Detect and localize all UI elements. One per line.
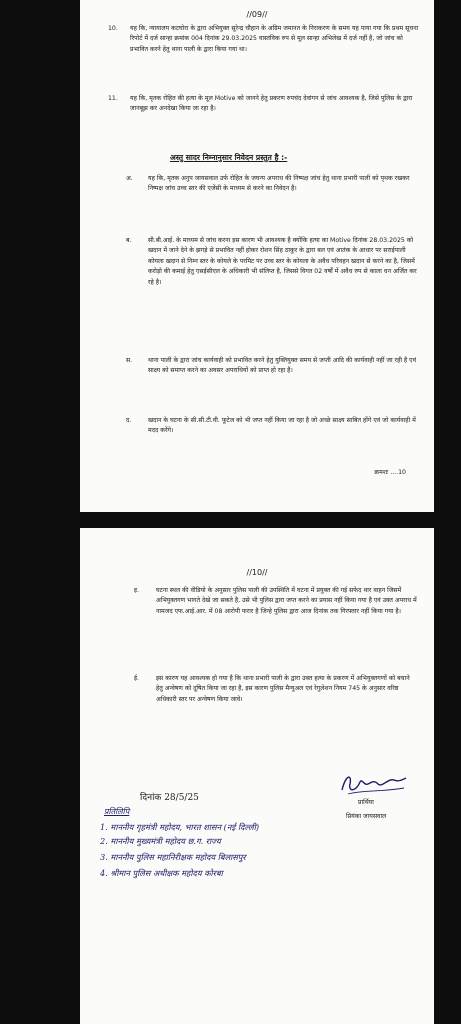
copy-item [100,868,420,879]
paragraph-text: यह कि, मृतक रोहित की हत्या के मूल Motive को जानने हेतु प्रकरण रुपचंद देवांगन से जांच आवश्यक है, जिसे पुलिस के द्वारा जानबूझ कर अनदेखा किया जा रहा है। [130,95,413,113]
request-e [134,586,418,617]
date-line: दिनांक 28/5/25 [140,793,199,803]
document-page-9 [80,0,434,512]
request-text: थाना पाली के द्वारा जांच कार्यवाही को प्रभावित करने हेतु युक्तियुक्त समय से जप्ती आदि की कार्यवाही नहीं जा रही है एवं साक्ष्य को समाप्त करने का अवसर अपराधियों को प्राप्त हो रहा है। [148,357,417,375]
signer-role: प्रार्थिया [358,799,374,806]
request-text: सी.बी.आई. के माध्यम से जांच करना इस कारण भी आवश्यक है क्योंकि हत्या का Motive दिनांक 28.03.2025 को खदान में जाने देने के झगड़े से प्रभावित नहीं होकर रोशन सिंह ठाकुर के द्वारा बल एवं आतंक के आधार पर सराईपाली कोयला खदान से निम्न स्तर के कोयले के परमिट पर उच्च स्तर के कोयला के अवैध परिवहन खदान से करने का है, जिसमें करोड़ो की कमाई हेतु एसईसीएल के अधिकारी भी संलिप्त है, जिससे विगत 02 वर्षों में अवैध रुप से काला धन अर्जित कर रहे है। [148,237,417,286]
copy-marker: 4. [100,868,108,878]
signer-name: प्रियंका जायसवाल [346,813,387,820]
request-text: यह कि, मृतक अनुप जायसवाल उर्फ रोहित के जघन्य अपराध की निष्पक्ष जांच हेतु थाना प्रभारी पाली को पृथक रखकर निष्पक्ष जांच उच्च स्तर की एजेंसी के माध्यम से करने का निवेदन है। [148,175,410,193]
request-marker: ई. [134,675,140,682]
paragraph-11 [108,94,420,115]
request-text: खदान के घटना के सी.सी.टी.वी. फूटेज को भी जप्त नहीं किया जा रहा है जो अच्छे साक्ष्य साबित होंगे एवं जो कार्यवाही में मदद करेंगे। [148,417,416,435]
copy-text: श्रीमान पुलिस अधीक्षक महोदय कोरबा [110,868,223,878]
copy-marker: 1. [100,822,108,832]
request-text: इस कारण यह आवश्यक हो गया है कि थाना प्रभारी पाली के द्वारा उक्त हत्या के प्रकरण में अभियुक्तगणों को बचाने हेतु अन्वेषण को दूषित किया जा रहा है, इस कारण पुलिस मैन्युअल एवं रेगुलेशन नियम 745 के अनुसार वरिष्ठ अधिकारी स्तर पर अन्वेषण किया जावे। [156,675,410,703]
request-text: घटना स्थल की वीडियो के अनुसार पुलिस पाली की उपस्थिति में घटना में प्रयुक्त की गई सफेद थार वाहन जिसमें अभियुक्तगण भागते देखे जा सकते है, उसे भी पुलिस द्वारा जप्त करने का प्रयास नहीं किया गया है एवं उक्त अपराध में नामजद एफ.आई.आर. में 08 आरोपी फरार है जिन्हे पुलिस द्वारा आज दिनांक तक गिरफ्तार नहीं किया गया है। [156,587,417,615]
document-page-10 [80,528,434,1024]
paragraph-10 [108,24,420,55]
continued-note: क्रमशः ....10 [374,469,406,476]
request-c [126,356,420,377]
request-a [126,174,420,195]
copy-marker: 3. [100,852,108,862]
copy-marker: 2. [100,836,108,846]
copy-to-heading: प्रतिलिपि [104,807,130,816]
request-d [126,416,420,437]
copy-item [100,852,420,863]
paragraph-text: यह कि, न्यायालय कटघोरा के द्वारा अभियुक्त सुरेन्द्र चौहान के अग्रिम जमानत के निराकरण के समय यह पाया गया कि प्रथम सूचना रिपोर्ट में दर्ज सान्हा क्रमांक 004 दिनांक 29.03.2025 वास्तविक रुप से मूल सान्हा अभिलेख में दर्ज नहीं है, जो जांच को प्रभावित करने हेतु थाना पाली के द्वारा किया गया था। [130,25,419,53]
copy-text: माननीय मुख्यमंत्री महोदय छ.ग. राज्य [110,836,221,846]
copy-item [100,822,420,833]
paragraph-marker: 11. [108,95,118,102]
request-marker: अ. [126,175,133,182]
copy-item [100,836,420,847]
page-number: //10// [246,568,268,577]
request-b [126,236,420,288]
page-number: //09// [246,10,268,19]
copy-text: माननीय गृहमंत्री महोदय, भारत शासन (नई दिल्ली) [110,822,260,832]
signature-icon [338,770,408,800]
request-f [134,674,418,705]
request-marker: ब. [126,237,132,244]
paragraph-marker: 10. [108,25,118,32]
request-marker: इ. [134,587,140,594]
copy-text: माननीय पुलिस महानिरीक्षक महोदय बिलासपुर [110,852,246,862]
request-marker: द. [126,417,132,424]
request-marker: स. [126,357,133,364]
request-heading: अस्तु सादर निम्नानुसार निवेदन प्रस्तुत है :- [170,153,288,162]
